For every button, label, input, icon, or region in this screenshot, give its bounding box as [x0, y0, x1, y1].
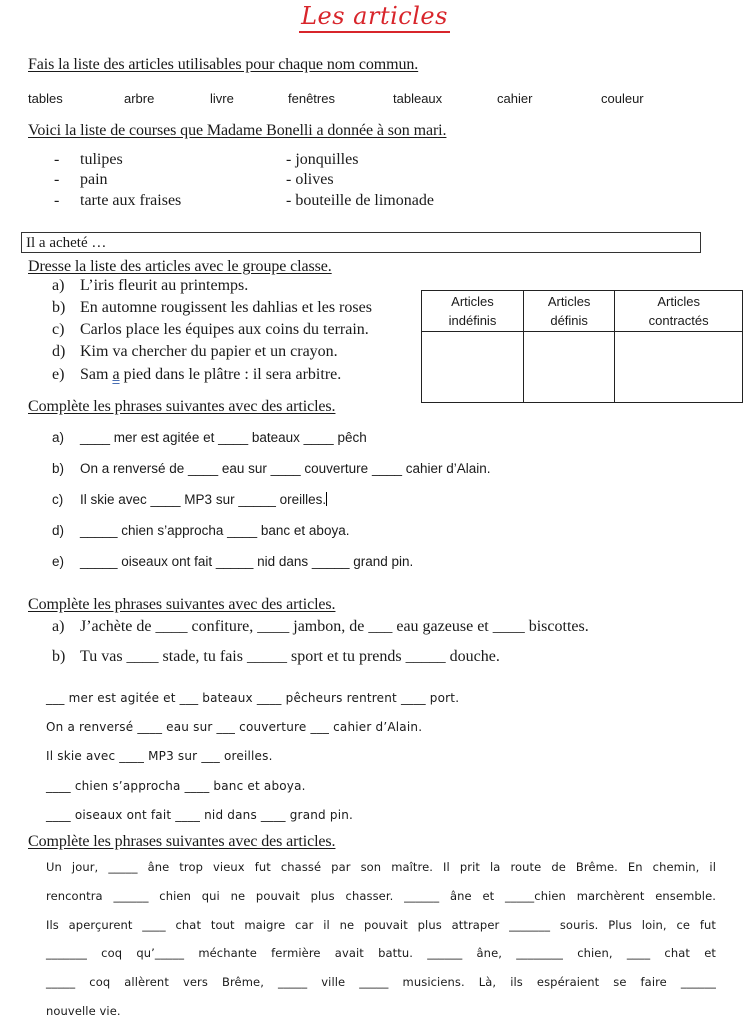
table-header-contractes: Articles contractés [615, 291, 743, 332]
shopping-item: tulipes [80, 151, 123, 168]
word-item: couleur [601, 91, 644, 106]
list-label: d) [52, 343, 66, 360]
shopping-item: pain [80, 171, 108, 188]
shopping-item: - jonquilles [286, 151, 359, 168]
comic-exercise-line: ___ mer est agitée et ___ bateaux ____ pêcheurs rentrent ____ port. [46, 691, 460, 705]
bullet: - [54, 171, 60, 188]
list-label: c) [52, 321, 65, 338]
exercise-line [52, 461, 491, 476]
exercise-line [52, 648, 500, 666]
story-line: Un jour, _____ âne trop vieux fut chassé par son maître. Il prit la route de Brême. En chemin, il [46, 860, 716, 874]
word-item: cahier [497, 91, 533, 106]
exercise-text: Tu vas ____ stade, tu fais _____ sport et tu prends _____ douche. [80, 648, 500, 665]
exercise-label: b) [52, 461, 65, 476]
exercise-line [52, 554, 413, 569]
exercise-text: On a renversé de ____ eau sur ____ couverture ____ cahier d’Alain. [80, 461, 491, 476]
list-item [52, 343, 338, 361]
table-cell-contractes[interactable] [615, 332, 743, 403]
exercise-text: ____ mer est agitée et ____ bateaux ____ pêch [80, 430, 367, 445]
exercise-text: _____ chien s’approcha ____ banc et aboya. [80, 523, 350, 538]
list-item [52, 299, 372, 317]
exercise-line [52, 523, 349, 538]
story-line: _____ coq allèrent vers Brême, _____ ville _____ musiciens. Là, ils espéraient se faire ______ [46, 975, 716, 989]
spellcheck-underlined-word: a [112, 366, 120, 383]
text-cursor [326, 492, 327, 506]
list-text: En automne rougissent les dahlias et les roses [80, 299, 372, 316]
word-item: fenêtres [288, 91, 335, 106]
exercise-text: _____ oiseaux ont fait _____ nid dans _____ grand pin. [80, 554, 414, 569]
exercise-label: a) [52, 430, 65, 445]
story-line: Ils aperçurent ____ chat tout maigre car il ne pouvait plus attraper _______ souris. Plus loin, ce fut [46, 918, 716, 932]
story-line: rencontra ______ chien qui ne pouvait plus chasser. ______ âne et _____chien marchèrent ensemble. [46, 889, 716, 903]
section5-heading: Complète les phrases suivantes avec des articles. [28, 596, 336, 613]
list-text: Kim va chercher du papier et un crayon. [80, 343, 338, 360]
section3-heading: Dresse la liste des articles avec le groupe classe. [28, 258, 332, 275]
word-item: livre [210, 91, 234, 106]
table-cell-indefinis[interactable] [422, 332, 524, 403]
section4-heading: Complète les phrases suivantes avec des articles. [28, 398, 336, 415]
list-text: Sam [80, 366, 113, 383]
answer-box-text: Il a acheté … [26, 235, 107, 251]
exercise-text: Il skie avec ____ MP3 sur _____ oreilles. [80, 492, 327, 507]
exercise-label: e) [52, 554, 65, 569]
list-text: pied dans le plâtre : il sera arbitre. [119, 366, 342, 383]
shopping-item: - bouteille de limonade [286, 192, 434, 209]
table-cell-definis[interactable] [523, 332, 614, 403]
bullet: - [54, 192, 60, 209]
comic-exercise-line: On a renversé ____ eau sur ___ couverture ___ cahier d’Alain. [46, 720, 423, 734]
list-text: L’iris fleurit au printemps. [80, 277, 249, 294]
answer-box[interactable] [21, 232, 701, 253]
list-item [52, 321, 369, 339]
section7-heading: Complète les phrases suivantes avec des articles. [28, 833, 336, 850]
list-text: Carlos place les équipes aux coins du terrain. [80, 321, 369, 338]
comic-exercise-line: ____ oiseaux ont fait ____ nid dans ____ grand pin. [46, 808, 354, 822]
list-item [52, 366, 341, 384]
word-item: tableaux [393, 91, 443, 106]
exercise-line [52, 618, 589, 636]
story-line: _______ coq qu’_____ méchante fermière avait battu. ______ âne, ________ chien, ____ chat et [46, 946, 716, 960]
list-label: b) [52, 299, 66, 316]
exercise-line [52, 492, 327, 507]
exercise-label: b) [52, 648, 66, 665]
section1-heading: Fais la liste des articles utilisables pour chaque nom commun. [28, 56, 419, 73]
exercise-label: d) [52, 523, 65, 538]
bullet: - [54, 151, 60, 168]
comic-exercise-line: ____ chien s’approcha ____ banc et aboya. [46, 779, 306, 793]
exercise-text: J’achète de ____ confiture, ____ jambon, de ___ eau gazeuse et ____ biscottes. [80, 618, 589, 635]
list-label: e) [52, 366, 65, 383]
section2-heading: Voici la liste de courses que Madame Bonelli a donnée à son mari. [28, 122, 447, 139]
word-item: arbre [124, 91, 155, 106]
exercise-line [52, 430, 367, 445]
articles-table [421, 290, 743, 403]
exercise-label: c) [52, 492, 64, 507]
list-label: a) [52, 277, 65, 294]
table-header-definis: Articles définis [523, 291, 614, 332]
page-title-text: Les articles [299, 2, 450, 33]
shopping-item: - olives [286, 171, 334, 188]
page-title [0, 2, 749, 30]
comic-exercise-line: Il skie avec ____ MP3 sur ___ oreilles. [46, 749, 273, 763]
word-item: tables [28, 91, 63, 106]
exercise-label: a) [52, 618, 65, 635]
table-header-indefinis: Articles indéfinis [422, 291, 524, 332]
story-line: nouvelle vie. [46, 1004, 121, 1018]
shopping-item: tarte aux fraises [80, 192, 182, 209]
list-item [52, 277, 248, 295]
